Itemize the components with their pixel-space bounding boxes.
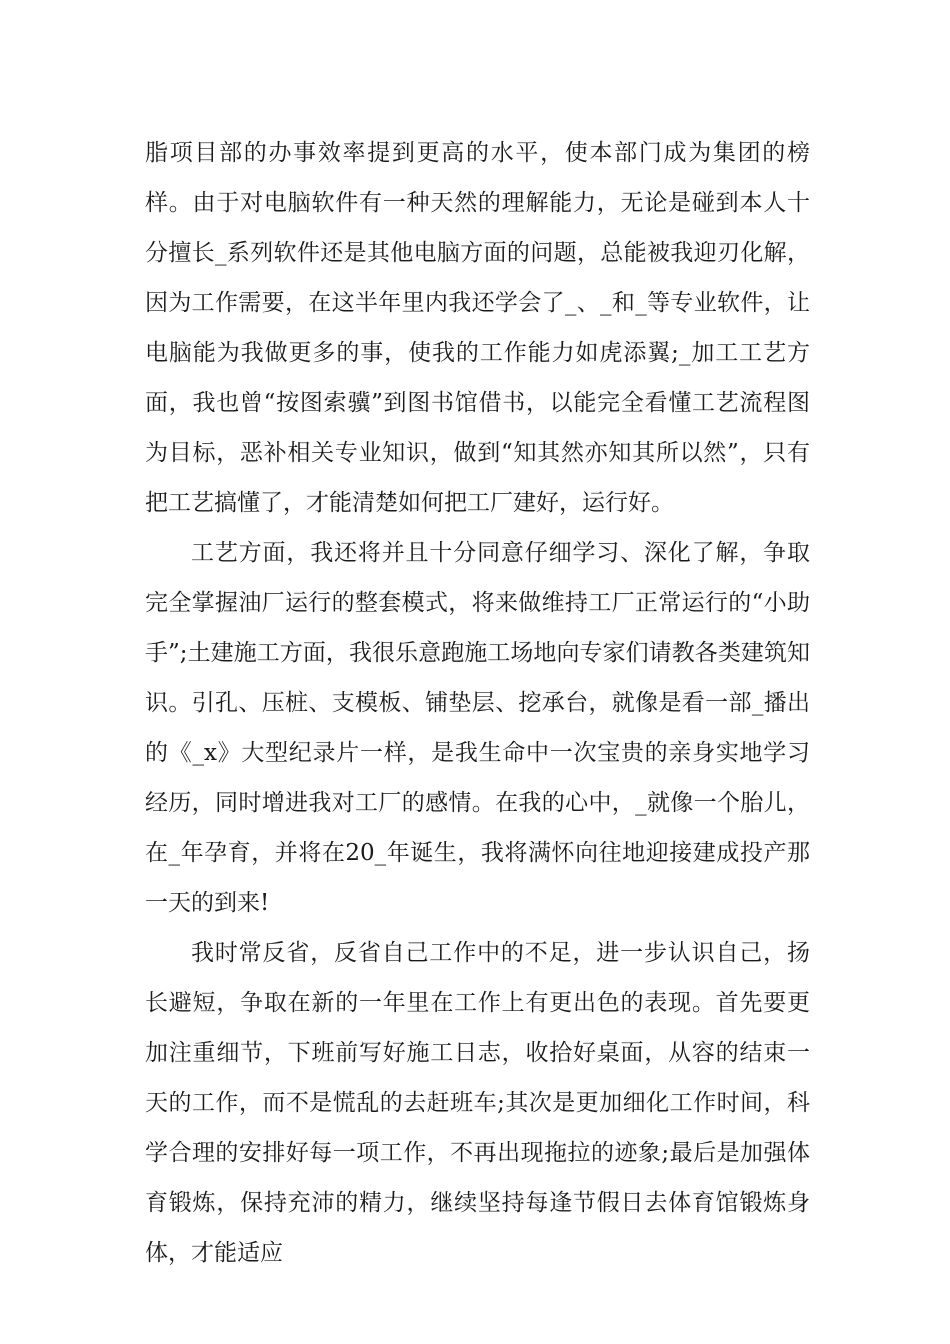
paragraph-2: 工艺方面，我还将并且十分同意仔细学习、深化了解，争取完全掌握油厂运行的整套模式，将来做维持工厂正常运行的“小助手”;土建施工方面，我很乐意跑施工场地向专家们请教各类建筑知识。引孔、压桩、支模板、铺垫层、挖承台，就像是看一部_播出的《_x》大型纪录片一样，是我生命中一次宝贵的亲身实地学习经历，同时增进我对工厂的感情。在我的心中，_就像一个胎儿，在_年孕育，并将在20_年诞生，我将满怀向往地迎接建成投产那一天的到来! bbox=[145, 540, 810, 916]
document-body bbox=[145, 128, 810, 1278]
paragraph-3: 我时常反省，反省自己工作中的不足，进一步认识自己，扬长避短，争取在新的一年里在工作上有更出色的表现。首先要更加注重细节，下班前写好施工日志，收拾好桌面，从容的结束一天的工作，而不是慌乱的去赶班车;其次是更加细化工作时间，科学合理的安排好每一项工作，不再出现拖拉的迹象;最后是加强体育锻炼，保持充沛的精力，继续坚持每逢节假日去体育馆锻炼身体，才能适应 bbox=[145, 940, 810, 1266]
paragraph-1: 脂项目部的办事效率提到更高的水平，使本部门成为集团的榜样。由于对电脑软件有一种天然的理解能力，无论是碰到本人十分擅长_系列软件还是其他电脑方面的问题，总能被我迎刃化解，因为工作需要，在这半年里内我还学会了_、_和_等专业软件，让电脑能为我做更多的事，使我的工作能力如虎添翼;_加工工艺方面，我也曾“按图索骥”到图书馆借书，以能完全看懂工艺流程图为目标，恶补相关专业知识，做到“知其然亦知其所以然”，只有把工艺搞懂了，才能清楚如何把工厂建好，运行好。 bbox=[145, 140, 810, 516]
